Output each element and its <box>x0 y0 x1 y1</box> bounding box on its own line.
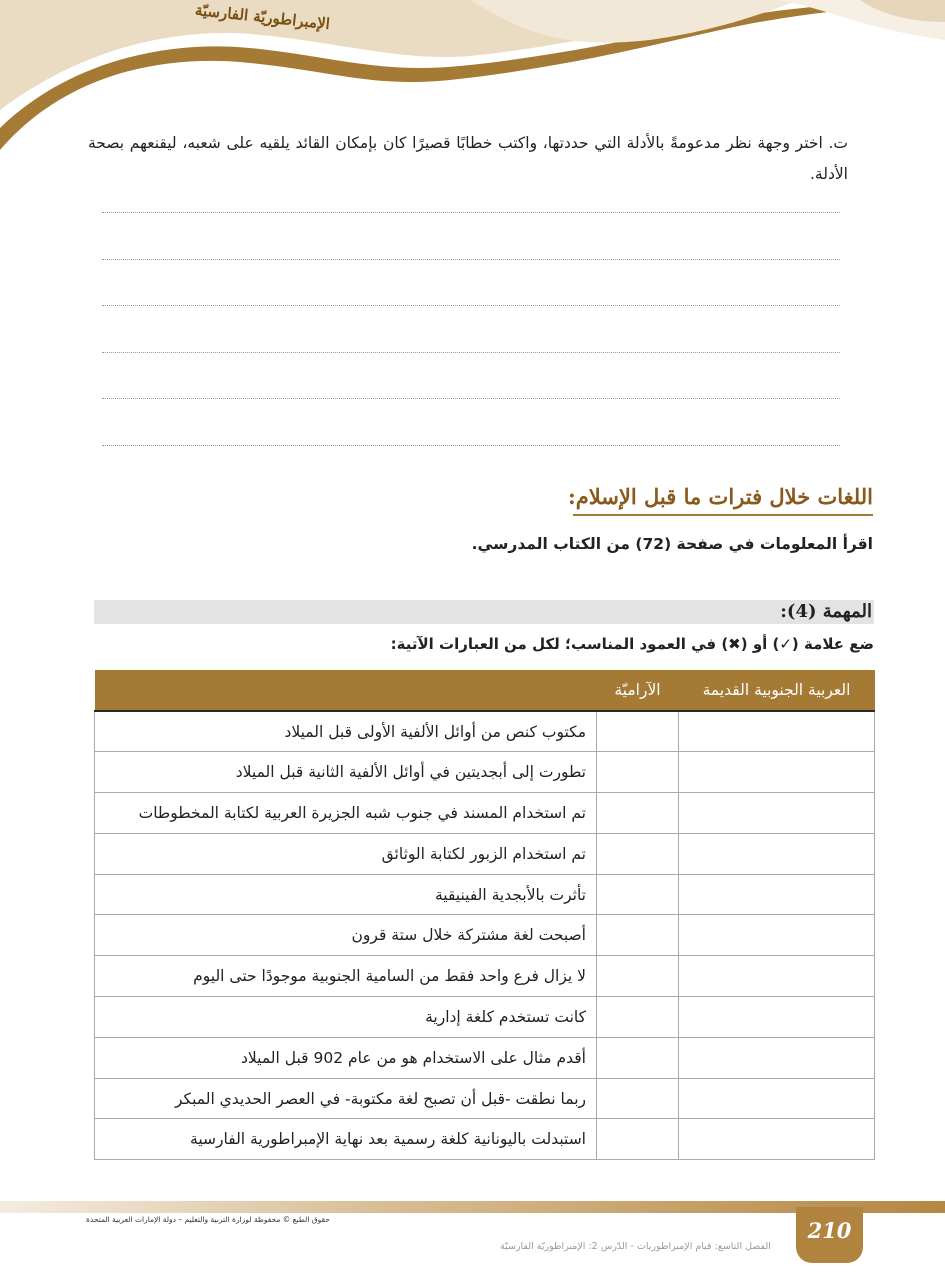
answer-line[interactable] <box>102 259 840 306</box>
aramaic-mark-cell[interactable] <box>597 956 679 997</box>
column-header-old-south-arabian: العربية الجنوبية القديمة <box>679 670 875 711</box>
column-header-statement <box>95 670 597 711</box>
statement-cell: أصبحت لغة مشتركة خلال ستة قرون <box>95 915 597 956</box>
answer-line[interactable] <box>102 352 840 399</box>
table-row <box>95 793 875 834</box>
table-row <box>95 1037 875 1078</box>
table-row <box>95 833 875 874</box>
old-south-arabian-mark-cell[interactable] <box>679 793 875 834</box>
table-row <box>95 752 875 793</box>
table-row <box>95 874 875 915</box>
answer-line[interactable] <box>102 305 840 352</box>
table-body <box>95 711 875 1160</box>
aramaic-mark-cell[interactable] <box>597 793 679 834</box>
aramaic-mark-cell[interactable] <box>597 711 679 752</box>
statement-cell: أقدم مثال على الاستخدام هو من عام 902 قبل الميلاد <box>95 1037 597 1078</box>
table-row <box>95 1078 875 1119</box>
old-south-arabian-mark-cell[interactable] <box>679 915 875 956</box>
aramaic-mark-cell[interactable] <box>597 874 679 915</box>
table-header-row <box>95 670 875 711</box>
table-row <box>95 711 875 752</box>
aramaic-mark-cell[interactable] <box>597 1078 679 1119</box>
read-note: اقرأ المعلومات في صفحة (72) من الكتاب المدرسي. <box>471 535 873 553</box>
question-text: ت. اختر وجهة نظر مدعومةً بالأدلة التي حددتها، واكتب خطابًا قصيرًا كان بإمكان القائد يلقيه على شعبه، ليقنعهم بصحة الأدلة. <box>88 133 848 183</box>
old-south-arabian-mark-cell[interactable] <box>679 711 875 752</box>
aramaic-mark-cell[interactable] <box>597 752 679 793</box>
header-title: الإمبراطوريّة الفارسيّة <box>194 0 331 34</box>
task-title: المهمة (4): <box>780 601 872 622</box>
chapter-reference: الفصل التاسع: قيام الإمبراطوريات - الدّرس 2: الإمبراطوريّة الفارسيّة <box>500 1241 771 1252</box>
old-south-arabian-mark-cell[interactable] <box>679 956 875 997</box>
marking-table <box>94 670 875 1160</box>
old-south-arabian-mark-cell[interactable] <box>679 997 875 1038</box>
old-south-arabian-mark-cell[interactable] <box>679 1078 875 1119</box>
statement-cell: تطورت إلى أبجديتين في أوائل الألفية الثانية قبل الميلاد <box>95 752 597 793</box>
task-title-bar <box>94 600 874 624</box>
aramaic-mark-cell[interactable] <box>597 833 679 874</box>
task-instruction: ضع علامة (✓) أو (✖) في العمود المناسب؛ لكل من العبارات الآتية: <box>390 635 874 653</box>
statement-cell: ربما نطقت -قبل أن تصبح لغة مكتوبة- في العصر الحديدي المبكر <box>95 1078 597 1119</box>
statement-cell: تم استخدام الزبور لكتابة الوثائق <box>95 833 597 874</box>
page-number: 210 <box>807 1218 852 1243</box>
table-row <box>95 915 875 956</box>
old-south-arabian-mark-cell[interactable] <box>679 874 875 915</box>
table-row <box>95 956 875 997</box>
answer-line[interactable] <box>102 398 840 445</box>
aramaic-mark-cell[interactable] <box>597 997 679 1038</box>
aramaic-mark-cell[interactable] <box>597 1037 679 1078</box>
old-south-arabian-mark-cell[interactable] <box>679 752 875 793</box>
statement-cell: مكتوب كنص من أوائل الألفية الأولى قبل الميلاد <box>95 711 597 752</box>
section-heading: اللغات خلال فترات ما قبل الإسلام: <box>573 484 873 516</box>
aramaic-mark-cell[interactable] <box>597 1119 679 1160</box>
aramaic-mark-cell[interactable] <box>597 915 679 956</box>
statement-cell: لا يزال فرع واحد فقط من السامية الجنوبية موجودًا حتى اليوم <box>95 956 597 997</box>
table-row <box>95 997 875 1038</box>
answer-lines[interactable] <box>102 212 840 492</box>
statement-cell: تم استخدام المسند في جنوب شبه الجزيرة العربية لكتابة المخطوطات <box>95 793 597 834</box>
copyright-notice: حقوق الطبع © محفوظة لوزارة التربية والتعليم – دولة الإمارات العربية المتحدة <box>86 1215 330 1224</box>
statement-cell: تأثرت بالأبجدية الفينيقية <box>95 874 597 915</box>
old-south-arabian-mark-cell[interactable] <box>679 833 875 874</box>
old-south-arabian-mark-cell[interactable] <box>679 1119 875 1160</box>
old-south-arabian-mark-cell[interactable] <box>679 1037 875 1078</box>
table-row <box>95 1119 875 1160</box>
answer-line[interactable] <box>102 212 840 259</box>
statement-cell: كانت تستخدم كلغة إدارية <box>95 997 597 1038</box>
statement-cell: استبدلت باليونانية كلغة رسمية بعد نهاية الإمبراطورية الفارسية <box>95 1119 597 1160</box>
column-header-aramaic: الآراميّة <box>597 670 679 711</box>
